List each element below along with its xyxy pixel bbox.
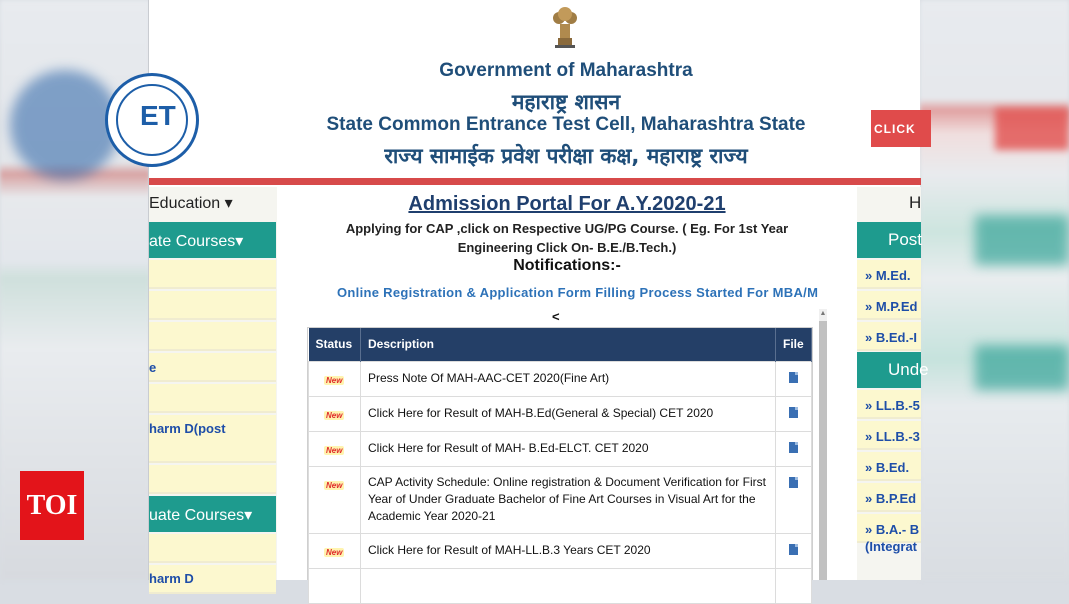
left-course-item[interactable] — [149, 322, 276, 351]
status-cell — [309, 396, 361, 431]
government-title: Government of Maharashtra — [439, 60, 693, 81]
notifications-table-container — [307, 327, 813, 580]
right-course-item[interactable]: » M.Ed. — [857, 260, 921, 289]
left-course-item-pharm-d[interactable]: harm D(post — [149, 415, 276, 463]
pg-courses-section[interactable]: uate Courses▾ — [149, 496, 276, 532]
table-row — [309, 361, 812, 396]
web-page — [140, 0, 929, 586]
ug-section-header[interactable]: Unde — [857, 352, 921, 388]
notification-marquee[interactable]: Online Registration & Application Form Filling Process Started For MBA/M — [337, 285, 819, 300]
right-course-item-continued[interactable]: (Integrat — [865, 539, 917, 554]
scroll-up-icon[interactable]: ▲ — [819, 310, 827, 317]
status-cell — [309, 431, 361, 466]
scrollbar-thumb[interactable] — [819, 321, 827, 580]
description-column-header: Description — [360, 328, 775, 361]
new-badge-icon: New — [326, 445, 343, 455]
file-cell — [775, 466, 811, 533]
description-cell[interactable]: Click Here for Result of MAH-B.Ed(General & Special) CET 2020 — [360, 396, 775, 431]
file-cell — [775, 361, 811, 396]
toi-watermark-logo: TOI — [20, 471, 84, 540]
cet-cell-title: State Common Entrance Test Cell, Maharashtra State — [326, 114, 806, 135]
file-download-icon[interactable] — [789, 442, 798, 453]
file-download-icon[interactable] — [789, 477, 798, 488]
left-course-item[interactable] — [149, 465, 276, 494]
left-course-item-pharm-d[interactable]: harm D — [149, 565, 276, 594]
click-here-button[interactable]: CLICK — [871, 110, 931, 147]
description-cell[interactable]: Click Here for Result of MAH-LL.B.3 Years CET 2020 — [360, 533, 775, 568]
left-course-item[interactable] — [149, 291, 276, 320]
table-row — [309, 466, 812, 533]
status-column-header: Status — [309, 328, 361, 361]
left-course-item[interactable] — [149, 534, 276, 563]
background-button-blur — [995, 108, 1069, 150]
file-column-header: File — [775, 328, 811, 361]
background-right-blur — [920, 0, 1069, 580]
right-course-item[interactable]: » B.Ed.-I — [857, 322, 921, 351]
file-download-icon[interactable] — [789, 544, 798, 555]
table-row — [309, 533, 812, 568]
file-cell — [775, 568, 811, 603]
government-title-marathi: महाराष्ट्र शासन — [511, 90, 621, 114]
file-cell — [775, 431, 811, 466]
background-teal-blur — [975, 215, 1069, 265]
right-menu-heading[interactable]: H — [909, 193, 922, 212]
right-course-item[interactable]: » LL.B.-3 — [857, 421, 921, 450]
left-course-item[interactable] — [149, 260, 276, 289]
new-badge-icon: New — [326, 480, 343, 490]
description-cell[interactable]: CAP Activity Schedule: Online registration & Document Verification for First Year of Under Graduate Bachelor of Fine Art Courses in Visual Art for the Academic Year 2020-21 — [360, 466, 775, 533]
status-cell — [309, 361, 361, 396]
left-sidebar — [149, 187, 277, 586]
status-cell — [309, 568, 361, 603]
left-course-item[interactable]: e — [149, 353, 276, 382]
marquee-arrow[interactable]: < — [552, 309, 560, 324]
description-cell[interactable]: Click Here for Result of MAH- B.Ed-ELCT. CET 2020 — [360, 431, 775, 466]
header-divider — [149, 178, 921, 185]
status-cell — [309, 533, 361, 568]
left-course-item[interactable] — [149, 384, 276, 413]
description-cell[interactable]: Press Note Of MAH-AAC-CET 2020(Fine Art) — [360, 361, 775, 396]
file-cell — [775, 533, 811, 568]
file-cell — [775, 396, 811, 431]
status-cell — [309, 466, 361, 533]
state-emblem-icon — [549, 2, 581, 50]
right-course-item[interactable]: » LL.B.-5 — [857, 390, 921, 419]
table-row — [309, 396, 812, 431]
new-badge-icon: New — [326, 375, 343, 385]
education-menu[interactable]: Education ▾ — [149, 195, 233, 212]
portal-title: Admission Portal For A.Y.2020-21 — [408, 193, 726, 215]
right-course-item[interactable]: » B.A.- B — [857, 514, 921, 543]
right-sidebar — [857, 187, 929, 580]
file-download-icon[interactable] — [789, 407, 798, 418]
notifications-heading: Notifications:- — [513, 257, 621, 274]
new-badge-icon: New — [326, 547, 343, 557]
description-cell[interactable] — [360, 568, 775, 603]
right-course-item[interactable]: » B.Ed. — [857, 452, 921, 481]
background-logo-blur — [10, 70, 120, 180]
cet-cell-title-marathi: राज्य सामाईक प्रवेश परीक्षा कक्ष, महाराष्ट्र राज्य — [384, 144, 748, 168]
applying-instructions: Applying for CAP ,click on Respective UG/PG Course. ( Eg. For 1st Year Engineering Click On- B.E./B.Tech.) — [345, 221, 789, 255]
right-course-item[interactable]: » B.P.Ed — [857, 483, 921, 512]
table-row — [309, 568, 812, 603]
table-row — [309, 431, 812, 466]
notifications-table — [308, 328, 812, 604]
ug-courses-section[interactable]: ate Courses▾ — [149, 222, 276, 258]
right-course-item[interactable]: » M.P.Ed — [857, 291, 921, 320]
main-content — [279, 187, 855, 580]
logo-text: ET — [140, 100, 176, 131]
file-download-icon[interactable] — [789, 372, 798, 383]
pg-section-header[interactable]: Post — [857, 222, 921, 258]
background-teal-blur-2 — [975, 345, 1069, 390]
new-badge-icon: New — [326, 410, 343, 420]
table-scrollbar[interactable] — [819, 309, 827, 580]
